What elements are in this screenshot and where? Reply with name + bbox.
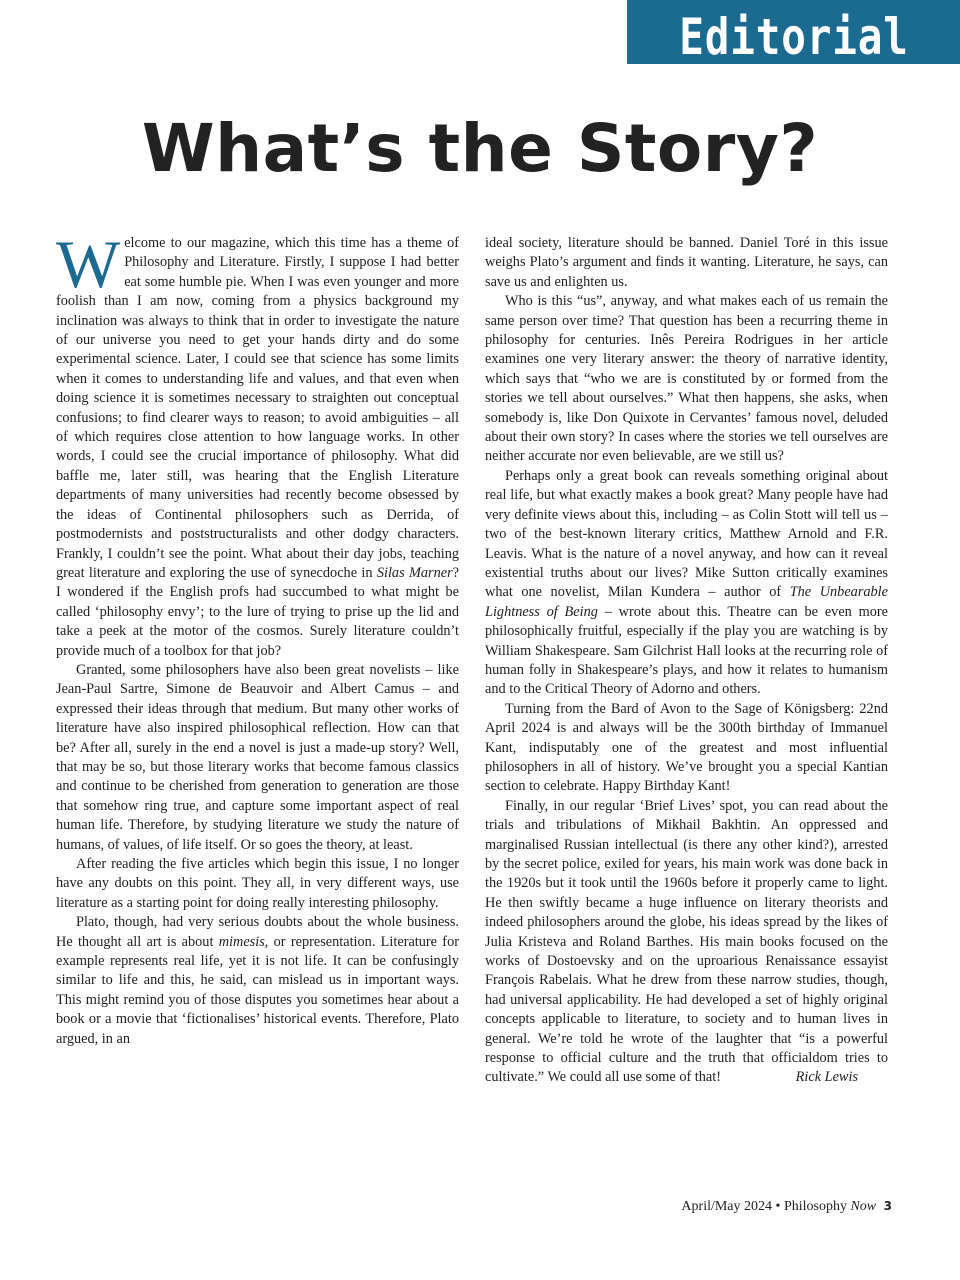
magazine-name-italic: Now (850, 1199, 877, 1214)
right-column (485, 234, 888, 1088)
text-run: Finally, in our regular ‘Brief Lives’ spot, you can read about the trials and tribulations of Mikhail Bakhtin. An oppressed and marginalised Russian intellectual (is there any other kind?), arrested by the secret police, exiled for years, his main work was done back in the 1920s but it took until the 1960s before it properly came to light. He then swiftly became a huge influence on literary theorists and indeed philosophers around the globe, his ideas spread by the likes of Julia Kristeva and Roland Barthes. His main books focused on the works of Dostoevsky and on the uproarious Renaissance essayist François Rabelais. What he drew from these narrow studies, though, had universal applicability. He had developed a set of highly original concepts applicable to literature, to society and to human lives in general. We’re told he wrote of the laughter that “is a powerful response to official culture and the truth that officialdom tries to cultivate.” We could all use some of that! (485, 797, 888, 1086)
paragraph (56, 913, 459, 1049)
section-banner (627, 0, 960, 64)
paragraph: After reading the five articles which begin this issue, I no longer have any doubts on this point. They all, in very different ways, use literature as a starting point for doing really interesting philosophy. (56, 856, 459, 911)
page-title: What’s the Story? (141, 110, 819, 187)
text-run: ? I wondered if the English profs had succumbed to what might be called ‘philosophy envy’; to the lure of trying to prise up the lid and take a peek at the motor of the cosmos. Surely literature couldn’t provide much of a toolbox for that job? (56, 564, 460, 659)
left-column (56, 226, 460, 1049)
term: mimesis (218, 933, 265, 950)
text-run: – wrote about this. Theatre can be even more philosophically fruitful, especially if the play you are watching is by William Shakespeare. Sam Gilchrist Hall looks at the recurring role of human folly in Shakespeare’s plays, and how it relates to humanism and to the Critical Theory of Adorno and others. (485, 603, 888, 698)
paragraph: Granted, some philosophers have also been great novelists – like Jean-Paul Sartre, Simone de Beauvoir and Albert Camus – and expressed their ideas through that medium. But many other works of literature have also inspired philosophical reflection. How can that be? After all, surely in the end a novel is just a made-up story? Well, that may be so, but those literary works that become famous classics and continue to be cherished from generation to generation are those that somehow ring true, and capture some important aspect of real human life. Therefore, by studying literature we study the nature of humans, of values, of life itself. Or so goes the theory, at least. (56, 661, 459, 853)
paragraph: Turning from the Bard of Avon to the Sage of Königsberg: 22nd April 2024 is and always will be the 300th birthday of Immanuel Kant, indisputably one of the greatest and most influential philosophers in all of history. We’ve brought you a special Kantian section to celebrate. Happy Birthday Kant! (485, 700, 888, 795)
paragraph (56, 226, 460, 661)
text-run: , or representation. Literature for example represents real life, yet it is not life. It can be confusingly similar to life and this, he said, can mislead us in important ways. This might remind you of those disputes you sometimes hear about a book or a movie that ‘fictionalises’ historical events. Therefore, Plato argued, in an (56, 933, 459, 1047)
paragraph (485, 797, 888, 1088)
magazine-name: Philosophy (783, 1199, 847, 1214)
section-label: Editorial (678, 8, 909, 66)
page-number: 3 (883, 1199, 892, 1213)
author-signature: Rick Lewis (795, 1069, 858, 1086)
book-title: The Unbearable Lightness of Being (485, 584, 888, 620)
page-footer (681, 1199, 892, 1215)
text-run: Plato, though, had very serious doubts about the whole business. He thought all art is about (56, 914, 459, 950)
text-run: Perhaps only a great book can reveals something original about real life, but what exactly makes a book great? Many people have had very definite views about this, including – as Colin Stott will tell us – two of the best-known literary critics, Matthew Arnold and F.R. Leavis. What is the nature of a novel anyway, and how can it reveal existential truths about our lives? Mike Sutton critically examines what one novelist, Milan Kundera – author of (485, 467, 888, 601)
paragraph (485, 467, 888, 700)
bullet-separator: • (775, 1199, 781, 1214)
drop-cap: W (56, 226, 121, 302)
paragraph: Who is this “us”, anyway, and what makes each of us remain the same person over time? That question has been a recurring theme in philosophy for centuries. Inês Pereira Rodrigues in her article examines one very literary answer: the theory of narrative identity, which says that “who we are is constituted by or formed from the stories we tell about ourselves.” What then happens, she asks, when somebody is, like Don Quixote in Cervantes’ famous novel, deluded about their own story? In cases where the stories we tell ourselves are neither accurate nor even believable, are we still us? (485, 293, 888, 465)
issue-date: April/May 2024 (681, 1199, 773, 1214)
book-title: Silas Marner (376, 564, 453, 581)
text-run: elcome to our magazine, which this time has a theme of Philosophy and Literature. Firstly, I suppose I had better eat some humble pie. When I was even younger and more foolish than I am now, coming from a physics background my inclination was always to think that in order to investigate the nature of our universe you need to get your hands dirty and do some experimental science. Later, I could see that science has some limits when it comes to understanding life and values, and that even when doing science it is sometimes necessary to straighten out conceptual confusions; to find clearer ways to reason; to avoid ambiguities – all of which requires close attention to how language works. In other words, I could see the crucial importance of philosophy. What did baffle me, later still, was hearing that the English Literature departments of many universities had recently become obsessed by the ideas of Continental philosophers such as Derrida, of postmodernists and poststructuralists and other dodgy characters. Frankly, I couldn’t see the point. What about their day jobs, teaching great literature and exploring the use of synecdoche in (56, 235, 459, 581)
paragraph: ideal society, literature should be banned. Daniel Toré in this issue weighs Plato’s argument and finds it wanting. Literature, he says, can save us and enlighten us. (485, 235, 888, 290)
